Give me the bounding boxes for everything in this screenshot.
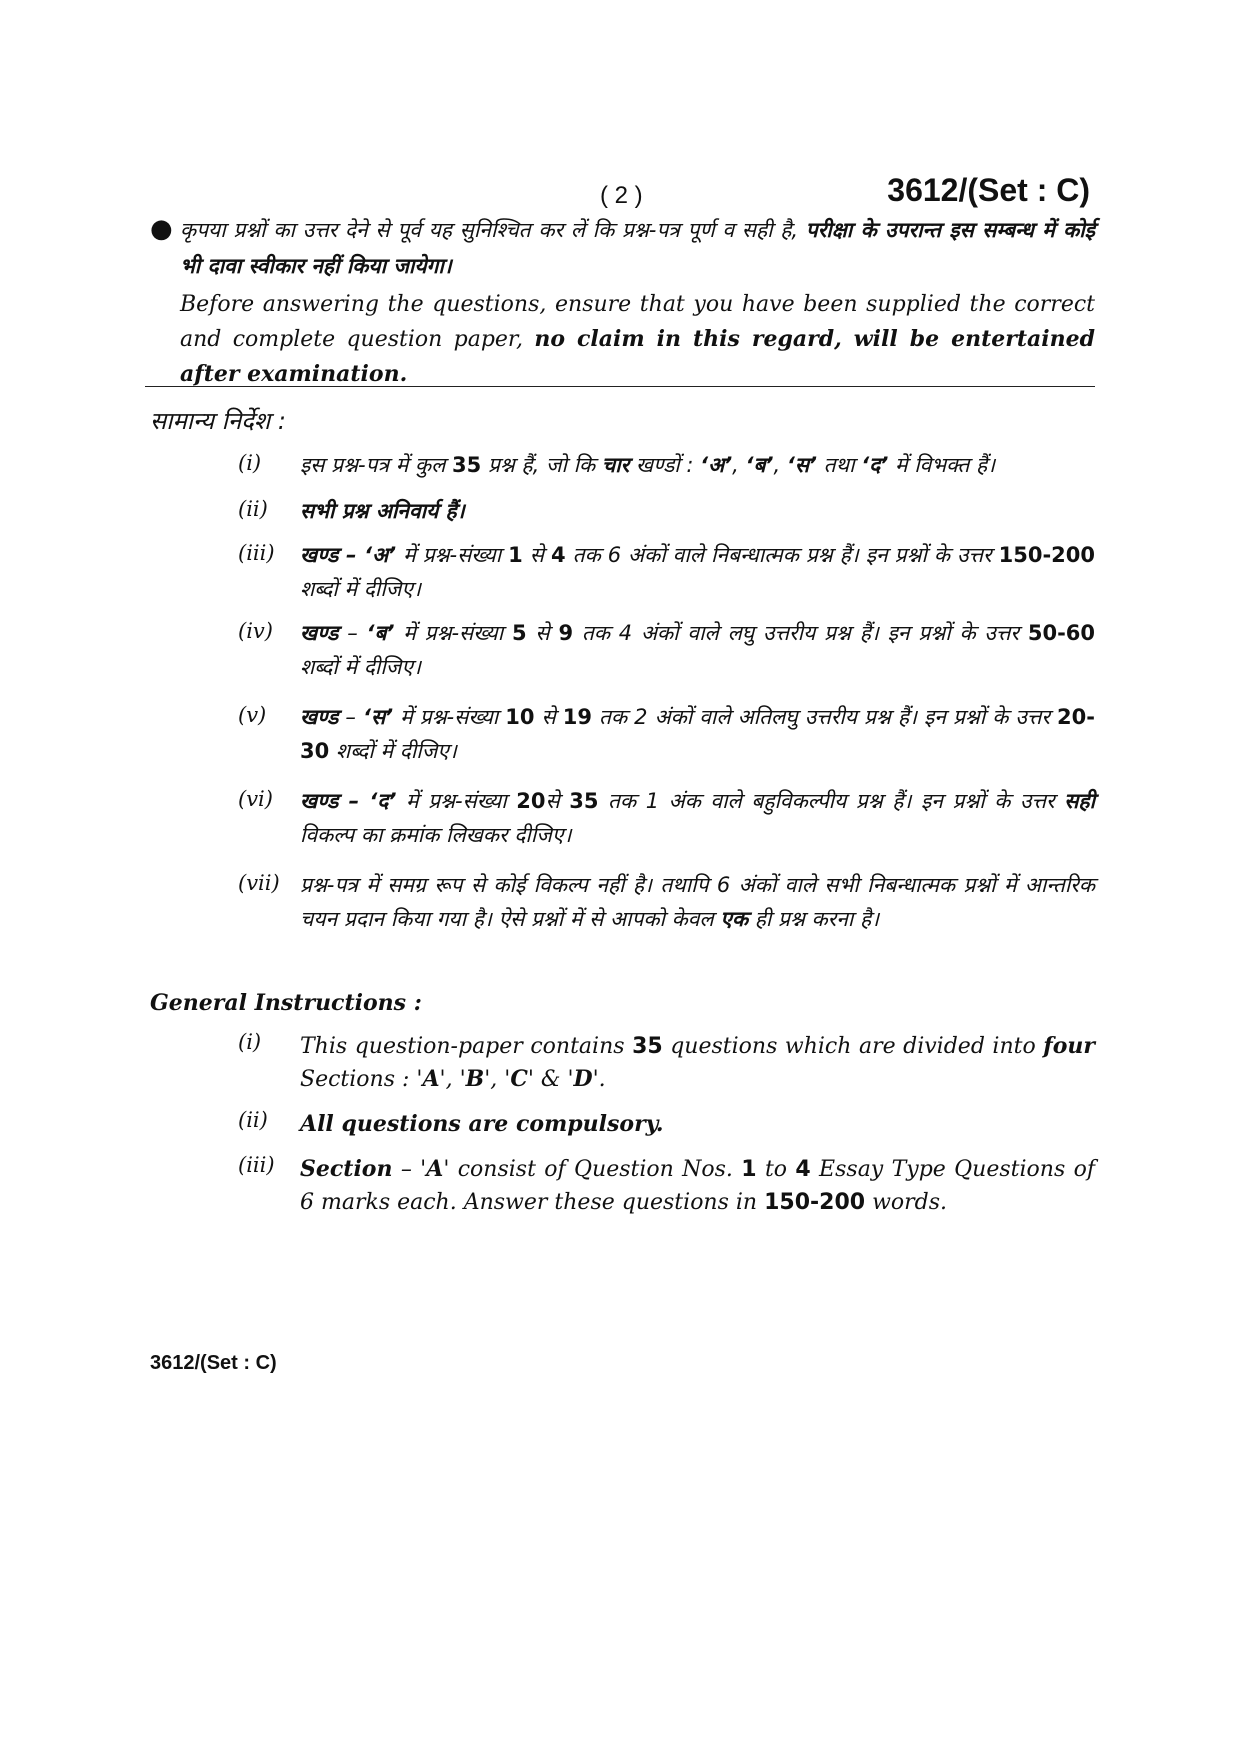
- list-item: (iv) खण्ड – ‘ब’ में प्रश्न-संख्या 5 से 9 तक 4 अंकों वाले लघु उत्तरीय प्रश्न हैं। इन प्रश्नों के उत्तर 50-60 शब्दों में दीजिए।: [238, 619, 1096, 679]
- list-item: (v) खण्ड – ‘स’ में प्रश्न-संख्या 10 से 19 तक 2 अंकों वाले अतिलघु उत्तरीय प्रश्न हैं। इन प्रश्नों के उत्तर 20-30 शब्दों में दीजिए।: [238, 703, 1095, 763]
- divider-line: [145, 386, 1095, 387]
- list-item: (ii) All questions are compulsory.: [238, 1108, 664, 1137]
- page-header: [0, 172, 1240, 216]
- page-number: ( 2 ): [600, 182, 643, 209]
- hindi-instructions-heading: सामान्य निर्देश :: [150, 407, 286, 435]
- list-item: (vi) खण्ड – ‘द’ में प्रश्न-संख्या 20से 35 तक 1 अंक वाले बहुविकल्पीय प्रश्न हैं। इन प्रश्नों के उत्तर सही विकल्प का क्रमांक लिखकर दीजिए।: [238, 787, 1096, 847]
- english-instructions-heading: General Instructions :: [150, 990, 422, 1016]
- list-item: (i) इस प्रश्न-पत्र में कुल 35 प्रश्न हैं, जो कि चार खण्डों : ‘अ’, ‘ब’, ‘स’ तथा ‘द’ में विभक्त हैं।: [238, 451, 996, 477]
- english-notice: Before answering the questions, ensure that you have been supplied the correct and complete question paper, no claim in this regard, will be entertained after examination.: [180, 292, 1096, 387]
- english-instructions-list: [238, 1030, 1095, 1219]
- list-item: (vii) प्रश्न-पत्र में समग्र रूप से कोई विकल्प नहीं है। तथापि 6 अंकों वाले सभी निबन्धात्मक प्रश्नों में आन्तरिक चयन प्रदान किया गया है। ऐसे प्रश्नों में से आपको केवल एक ही प्रश्न करना है।: [238, 871, 1095, 931]
- list-item: (i) This question-paper contains 35 questions which are divided into four Sections : 'A', 'B', 'C' & 'D'.: [238, 1030, 1095, 1092]
- bullet-icon: ●: [150, 214, 173, 244]
- list-item: (iii) खण्ड – ‘अ’ में प्रश्न-संख्या 1 से 4 तक 6 अंकों वाले निबन्धात्मक प्रश्न हैं। इन प्रश्नों के उत्तर 150-200 शब्दों में दीजिए।: [238, 541, 1096, 601]
- hindi-notice: कृपया प्रश्नों का उत्तर देने से पूर्व यह सुनिश्चित कर लें कि प्रश्न-पत्र पूर्ण व सही है, परीक्षा के उपरान्त इस सम्बन्ध में कोई भी दावा स्वीकार नहीं किया जायेगा।: [180, 218, 1095, 278]
- list-item: (ii) सभी प्रश्न अनिवार्य हैं।: [238, 497, 465, 523]
- list-item: (iii) Section – 'A' consist of Question Nos. 1 to 4 Essay Type Questions of 6 marks each. Answer these questions in 150-200 words.: [238, 1153, 1095, 1215]
- hindi-instructions-list: [238, 448, 1095, 936]
- set-code-footer: 3612/(Set : C): [150, 1352, 277, 1374]
- notice-block: [150, 212, 1095, 392]
- set-code-header: 3612/(Set : C): [887, 172, 1090, 208]
